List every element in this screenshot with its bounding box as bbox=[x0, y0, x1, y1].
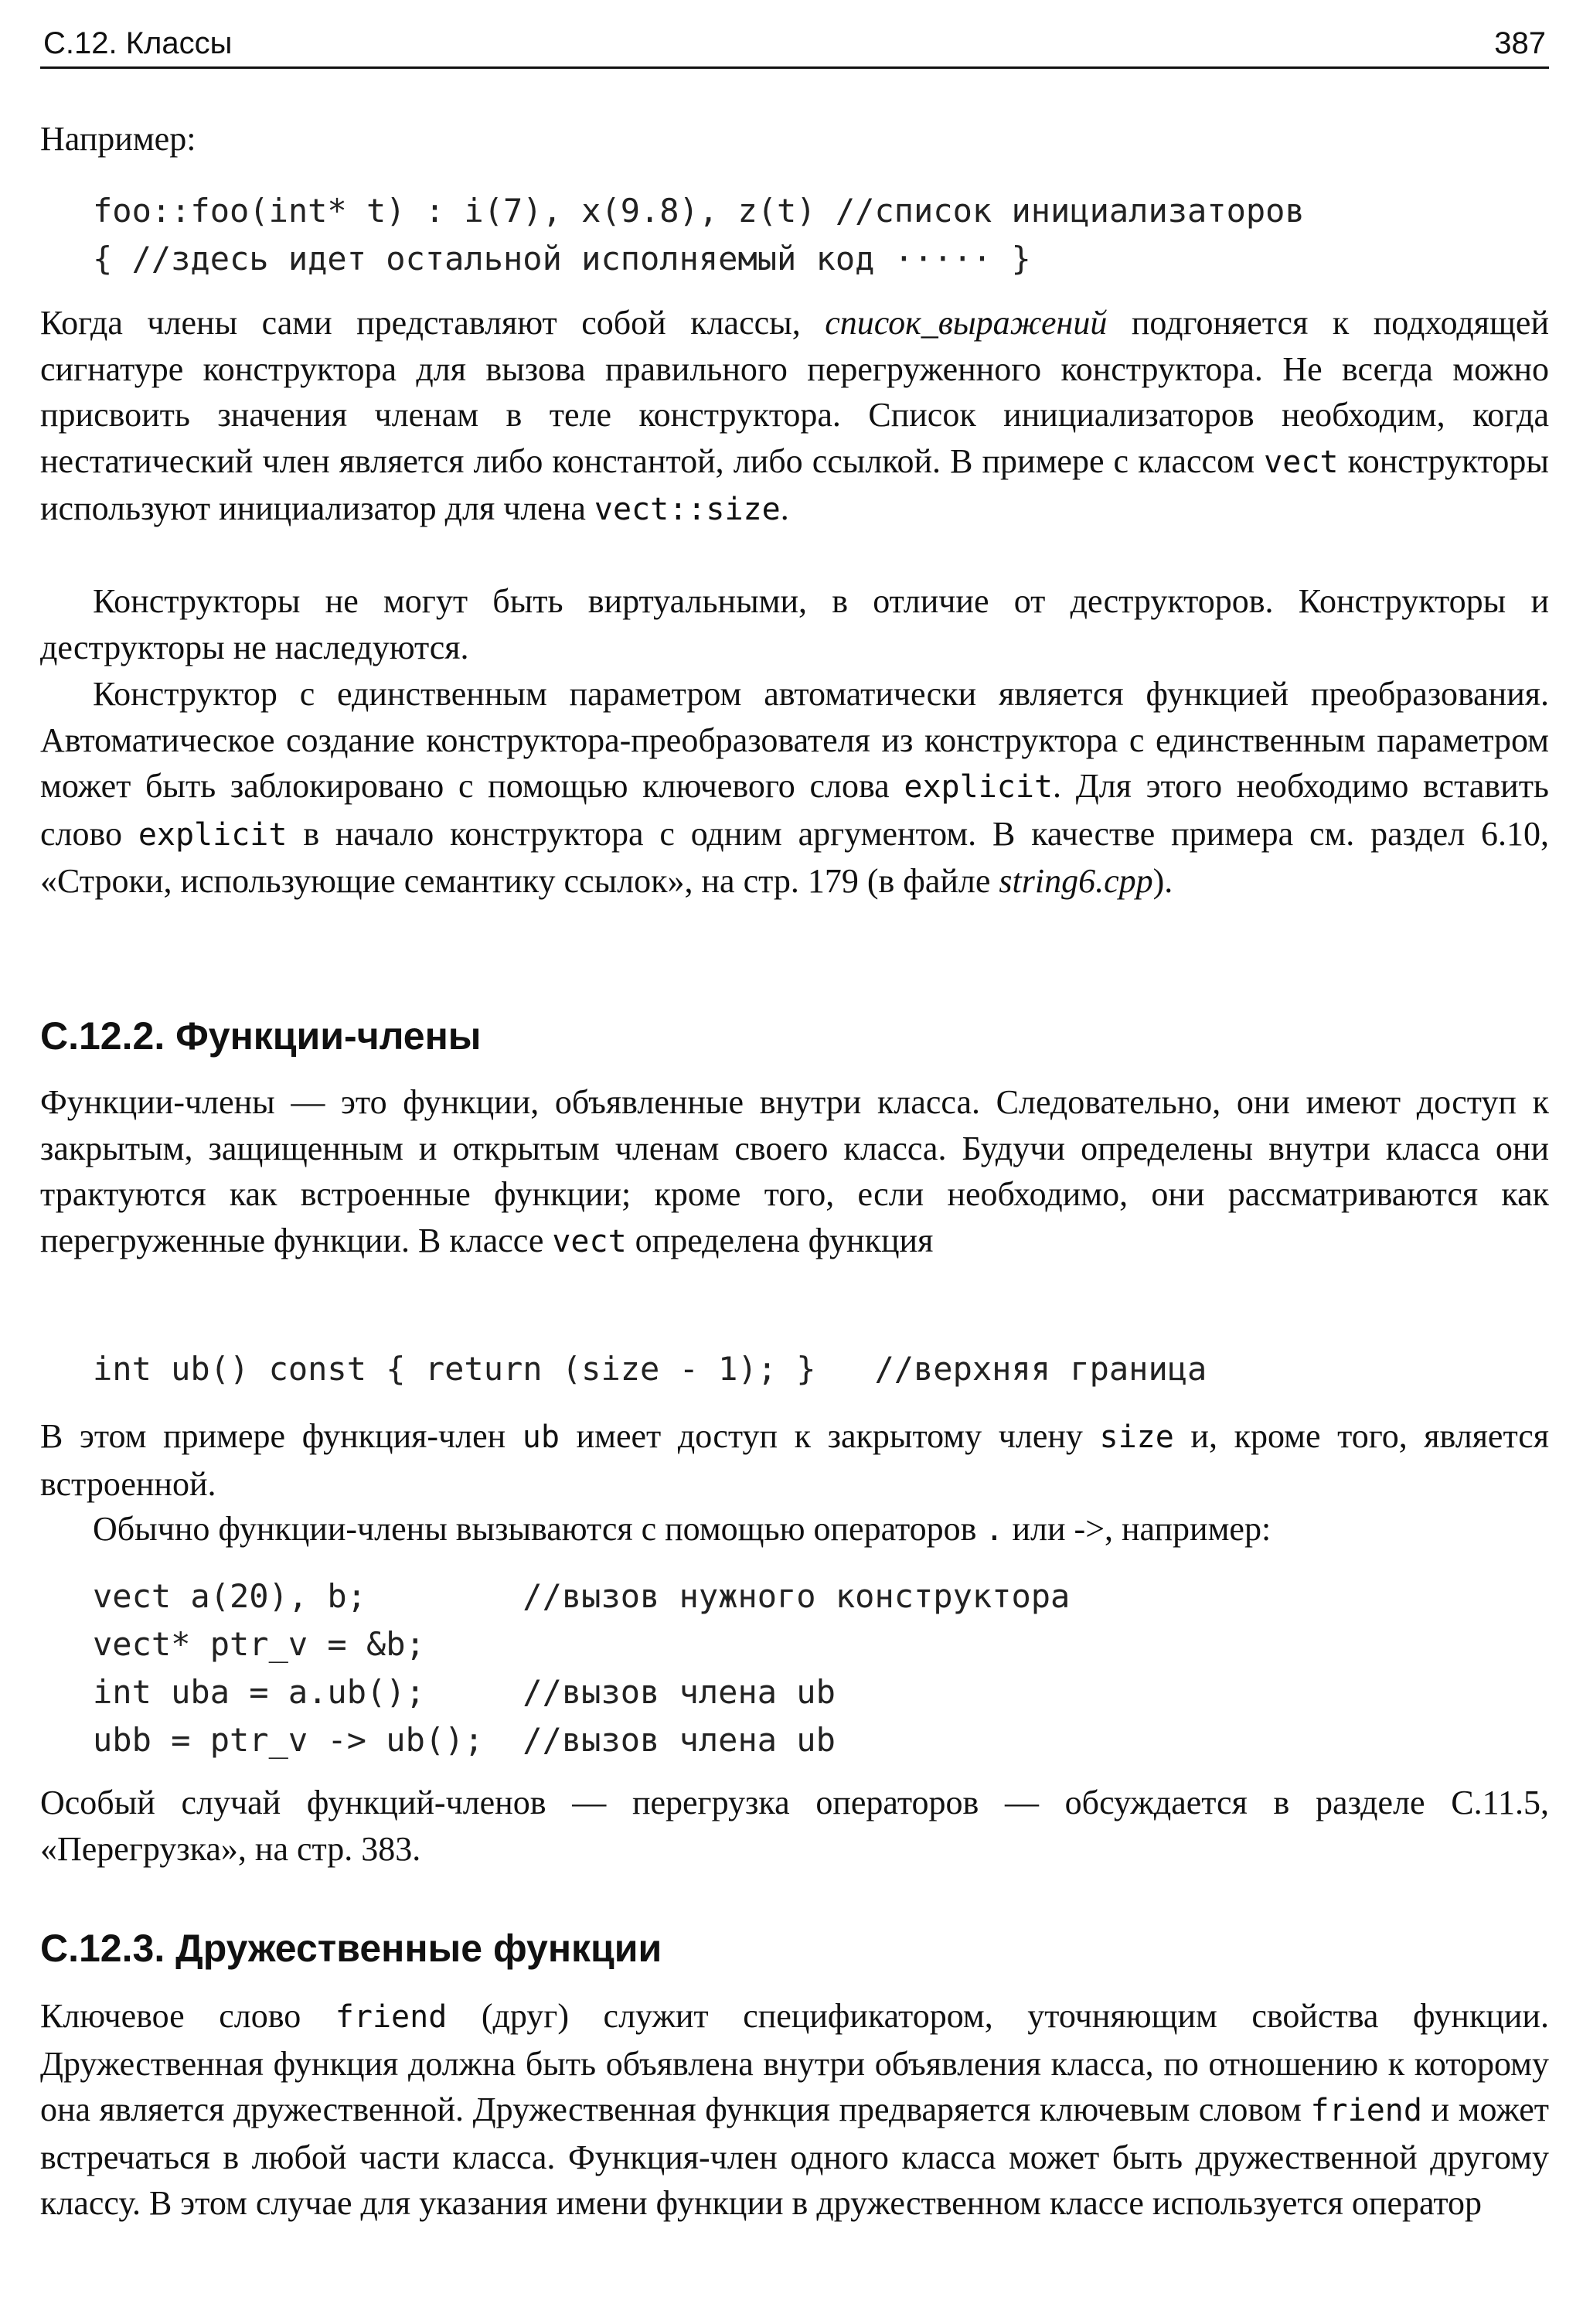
inline-code: . bbox=[985, 1512, 1004, 1548]
inline-code: vect bbox=[1264, 444, 1339, 480]
section-heading-member-functions: С.12.2. Функции-члены bbox=[40, 1014, 482, 1058]
inline-code: friend bbox=[1310, 2093, 1422, 2128]
text-run: Конструктор с единственным параметром автоматически является функцией преобразования. Автоматическое создание конструктора-преобразователя из конструктора с единственным параметром может быть заблокировано с помощью ключевого слова bbox=[40, 675, 1549, 805]
inline-code: size bbox=[1099, 1419, 1174, 1455]
text-run: Ключевое слово bbox=[40, 1997, 335, 2035]
code-block-initializer bbox=[93, 187, 1305, 283]
code-line: int ub() const { return (size - 1); } //верхняя граница bbox=[93, 1350, 1207, 1388]
text-run: в начало конструктора с одним аргументом. В качестве примера см. раздел 6.10, «Строки, использующие семантику ссылок», на стр. 179 (в файле bbox=[40, 814, 1549, 900]
paragraph-member-functions bbox=[40, 1079, 1549, 1265]
paragraph-friend-functions bbox=[40, 1993, 1549, 2227]
code-line: { //здесь идет остальной исполняемый код ····· } bbox=[93, 240, 1031, 278]
text-run: и, кроме того, является встроенной. bbox=[40, 1417, 1549, 1503]
code-line: ubb = ptr_v -> ub(); //вызов члена ub bbox=[93, 1721, 836, 1759]
paragraph-initializer-list bbox=[40, 300, 1549, 533]
running-header bbox=[40, 22, 1549, 69]
paragraph-operator-overloading: Особый случай функций-членов — перегрузка операторов — обсуждается в разделе С.11.5, «Перегрузка», на стр. 383. bbox=[40, 1784, 1549, 1868]
text-run: имеет доступ к закрытому члену bbox=[559, 1417, 1100, 1455]
text-run: Когда члены сами представляют собой классы, bbox=[40, 304, 826, 342]
code-line: int uba = a.ub(); //вызов члена ub bbox=[93, 1673, 836, 1711]
text-run: ). bbox=[1152, 862, 1173, 900]
code-line: vect a(20), b; //вызов нужного конструктора bbox=[93, 1577, 1071, 1615]
text-run: В этом примере функция-член bbox=[40, 1417, 523, 1455]
code-line: foo::foo(int* t) : i(7), x(9.8), z(t) //список инициализаторов bbox=[93, 192, 1305, 230]
paragraph-ub-access bbox=[40, 1413, 1549, 1507]
intro-lead: Например: bbox=[40, 120, 196, 158]
text-run: Функции-члены — это функции, объявленные внутри класса. Следовательно, они имеют доступ к закрытым, защищенным и открытым членам своего класса. Будучи определены внутри класса они трактуются как встроенные функции; кроме того, если необходимо, они рассматриваются как перегруженные функции. В классе bbox=[40, 1083, 1549, 1259]
header-page-number: 387 bbox=[1494, 26, 1546, 60]
text-run: или ->, например: bbox=[1003, 1510, 1272, 1548]
section-heading-friend-functions: С.12.3. Дружественные функции bbox=[40, 1927, 662, 1970]
paragraph-virtual-constructors: Конструкторы не могут быть виртуальными, в отличие от деструкторов. Конструкторы и деструкторы не наследуются. bbox=[40, 582, 1549, 666]
code-line: vect* ptr_v = &b; bbox=[93, 1625, 425, 1663]
inline-code: explicit bbox=[138, 816, 288, 853]
text-run: и может встречаться в любой части класса. Функция-член одного класса может быть дружественной другому классу. В этом случае для указания имени функции в дружественном классе используется оператор bbox=[40, 2091, 1549, 2222]
file-name: string6.cpp bbox=[999, 862, 1153, 900]
code-block-calls bbox=[93, 1573, 1070, 1764]
paragraph-calling-members bbox=[40, 1506, 1549, 1554]
italic-term: список_выражений bbox=[825, 304, 1108, 342]
inline-code: vect::size bbox=[594, 492, 781, 527]
text-run: определена функция bbox=[626, 1221, 934, 1259]
inline-code: explicit bbox=[904, 769, 1054, 805]
header-section-title: С.12. Классы bbox=[43, 26, 233, 60]
inline-code: vect bbox=[552, 1223, 627, 1259]
text-run: Обычно функции-члены вызываются с помощью операторов bbox=[93, 1510, 986, 1548]
text-run: . Для этого необходимо вставить слово bbox=[40, 767, 1549, 853]
text-run: подгоняется к подходящей сигнатуре конструктора для вызова правильного перегруженного конструктора. Не всегда можно присвоить значения членам в теле конструктора. Список инициализаторов необходим, когда нестатический член является либо константой, либо ссылкой. В примере с классом bbox=[40, 304, 1550, 480]
inline-code: ub bbox=[522, 1419, 560, 1455]
text-run: . bbox=[780, 489, 789, 527]
text-run: (друг) служит спецификатором, уточняющим свойства функции. Дружественная функция должна быть объявлена внутри объявления класса, по отношению к которому она является дружественной. Дружественная функция предваряется ключевым словом bbox=[40, 1997, 1549, 2128]
inline-code: friend bbox=[335, 1999, 448, 2035]
code-block-ub bbox=[93, 1345, 1207, 1393]
text-run: конструкторы используют инициализатор для члена bbox=[40, 441, 1549, 527]
paragraph-conversion-constructor bbox=[40, 671, 1549, 905]
